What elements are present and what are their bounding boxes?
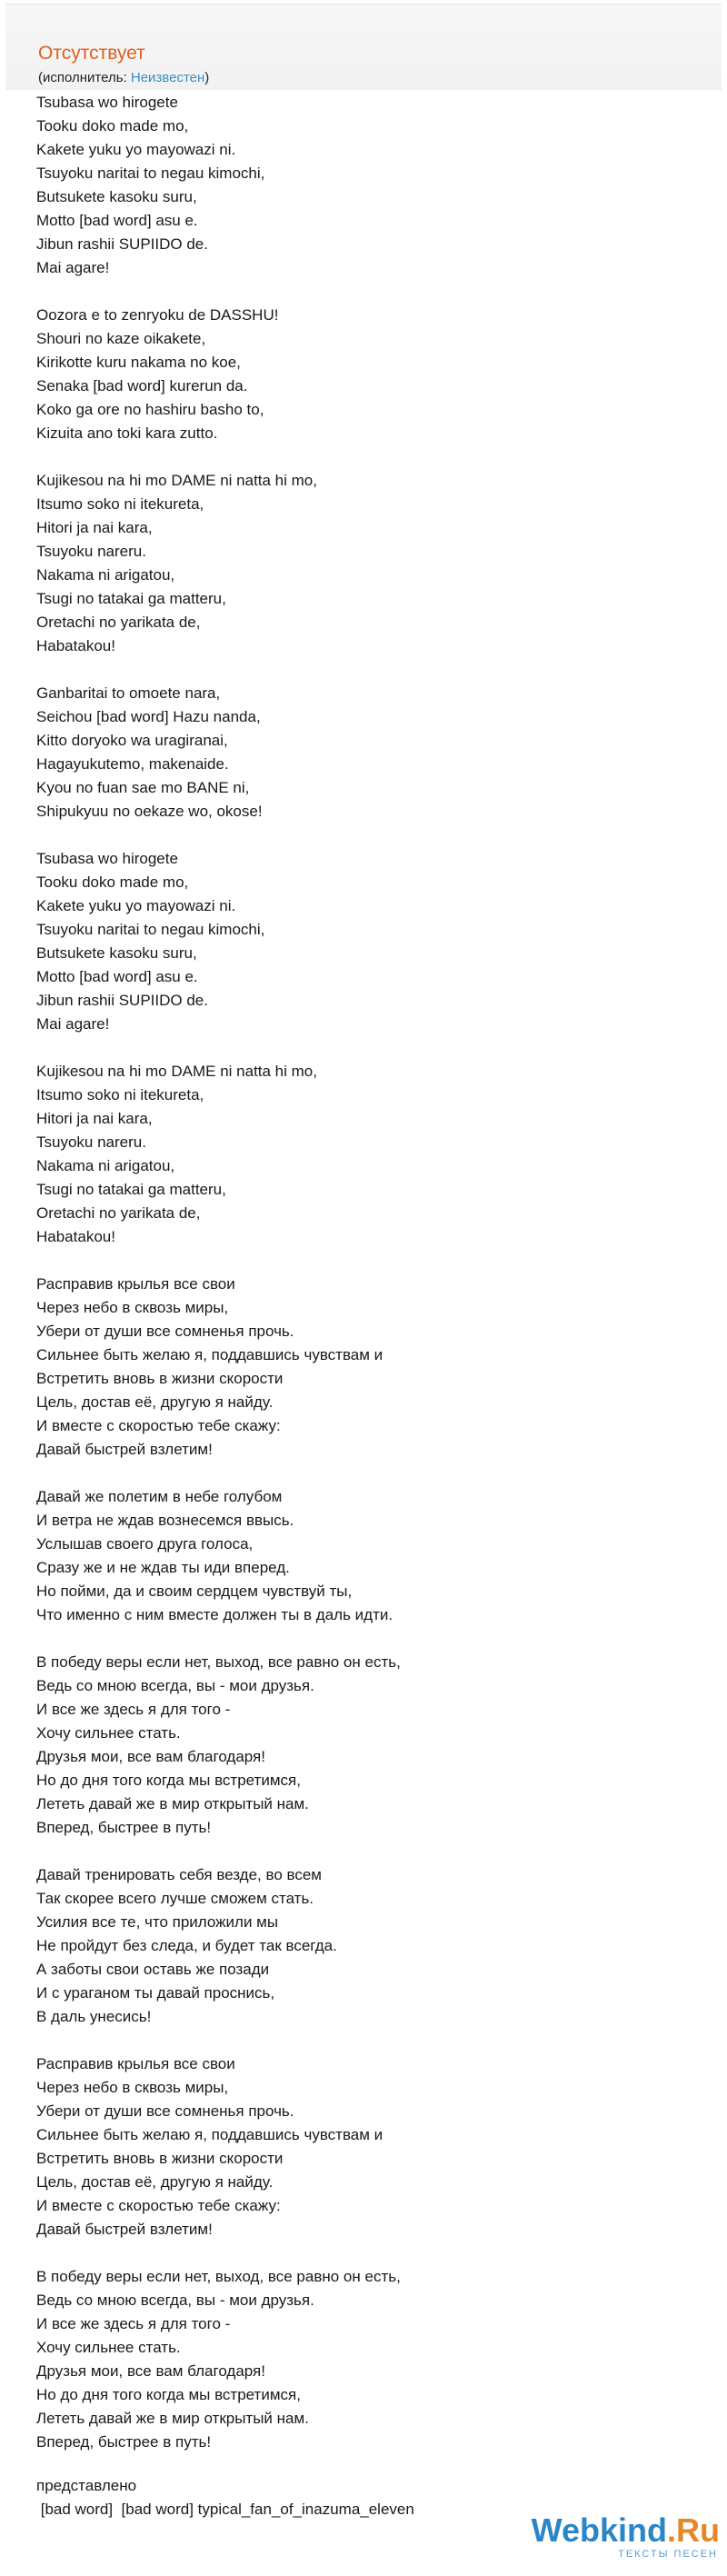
lyric-line: Tooku doko made mo, (36, 874, 189, 891)
lyric-line: Oretachi no yarikata de, (36, 1204, 201, 1222)
lyric-line: Tooku doko made mo, (36, 117, 189, 135)
lyric-line: Koko ga ore no hashiru basho to, (36, 401, 264, 418)
stanza-break (36, 445, 672, 469)
logo-web: Web (531, 2511, 600, 2549)
lyric-line: Tsuyoku nareru. (36, 1133, 146, 1151)
credits-prefix: [bad word] [bad word] (36, 2501, 198, 2518)
lyric-line: Друзья мои, все вам благодаря! (36, 1748, 265, 1765)
credits-username[interactable]: typical_fan_of_inazuma_eleven (197, 2501, 414, 2518)
lyric-line: Давай тренировать себя везде, во всем (36, 1866, 322, 1883)
lyric-line: Butsukete kasoku suru, (36, 188, 197, 205)
lyric-line: Что именно с ним вместе должен ты в даль идти. (36, 1606, 393, 1623)
lyric-line: Сильнее быть желаю я, поддавшись чувствам и (36, 1346, 383, 1363)
lyric-line: Tsuyoku nareru. (36, 543, 146, 560)
lyric-line: Расправив крылья все свои (36, 1275, 235, 1293)
lyric-line: Itsumo soko ni itekureta, (36, 1086, 204, 1103)
stanza-break (36, 1249, 672, 1273)
lyric-line: Услышав своего друга голоса, (36, 1535, 254, 1553)
credits-line (36, 2498, 414, 2521)
lyric-line: Не пройдут без следа, и будет так всегда. (36, 1937, 337, 1954)
lyric-line: Лететь давай же в мир открытый нам. (36, 1795, 309, 1812)
lyric-line: Itsumo soko ni itekureta, (36, 495, 204, 513)
lyric-line: Убери от души все сомненья прочь. (36, 1323, 294, 1340)
lyric-line: Давай быстрей взлетим! (36, 2221, 213, 2238)
lyric-line: Seichou [bad word] Hazu nanda, (36, 708, 261, 725)
lyric-line: Tsugi no tatakai ga matteru, (36, 590, 226, 607)
stanza-break (36, 1462, 672, 1485)
lyric-line: Хочу сильнее стать. (36, 2339, 181, 2356)
logo-ru: .Ru (667, 2511, 720, 2549)
lyric-line: Tsugi no tatakai ga matteru, (36, 1181, 226, 1198)
lyric-line: Tsubasa wo hirogete (36, 94, 178, 111)
lyric-line: Kakete yuku yo mayowazi ni. (36, 897, 236, 914)
stanza-break (36, 658, 672, 682)
lyric-line: Цель, достав её, другую я найду. (36, 1393, 274, 1411)
lyric-line: Kujikesou na hi mo DAME ni natta hi mo, (36, 1063, 317, 1080)
lyric-line: Через небо в сквозь миры, (36, 1299, 229, 1316)
stanza-break (36, 1036, 672, 1060)
lyric-line: Ведь со мною всегда, вы - мои друзья. (36, 1677, 314, 1694)
lyric-line: Ведь со мною всегда, вы - мои друзья. (36, 2291, 314, 2309)
lyric-line: Друзья мои, все вам благодаря! (36, 2362, 265, 2380)
lyric-line: В победу веры если нет, выход, все равно он есть, (36, 2268, 401, 2285)
artist-link[interactable]: Неизвестен (130, 70, 205, 85)
lyric-line: Kirikotte kuru nakama no koe, (36, 354, 241, 371)
lyric-line: Но до дня того когда мы встретимся, (36, 1772, 301, 1789)
lyric-line: Hitori ja nai kara, (36, 519, 153, 536)
lyric-line: Kyou no fuan sae mo BANE ni, (36, 779, 250, 796)
lyric-line: Mai agare! (36, 1015, 110, 1033)
lyric-line: Усилия все те, что приложили мы (36, 1913, 279, 1931)
lyric-line: Shipukyuu no oekaze wo, okose! (36, 803, 263, 820)
lyric-line: И все же здесь я для того - (36, 2315, 231, 2332)
lyric-line: Senaka [bad word] kurerun da. (36, 377, 248, 394)
lyric-line: Kizuita ano toki kara zutto. (36, 424, 218, 442)
song-header (5, 4, 722, 90)
credits (36, 2474, 414, 2521)
lyric-line: И вместе с скоростью тебе скажу: (36, 1417, 281, 1434)
lyric-line: Habatakou! (36, 637, 115, 654)
lyric-line: Встретить вновь в жизни скорости (36, 2150, 284, 2167)
lyric-line: Hagayukutemo, makenaide. (36, 755, 229, 773)
lyric-line: Oozora e to zenryoku de DASSHU! (36, 306, 279, 324)
lyric-line: И вместе с скоростью тебе скажу: (36, 2197, 281, 2214)
artist-prefix: (исполнитель: (38, 70, 131, 85)
lyric-line: Hitori ja nai kara, (36, 1110, 153, 1127)
lyric-line: Shouri no kaze oikakete, (36, 330, 206, 347)
lyric-line: Ganbaritai to omoete nara, (36, 684, 221, 702)
lyric-line: В победу веры если нет, выход, все равно он есть, (36, 1653, 401, 1671)
lyric-line: Butsukete kasoku suru, (36, 944, 197, 962)
lyric-line: Вперед, быстрее в путь! (36, 2433, 212, 2451)
lyric-line: Но пойми, да и своим сердцем чувствуй ты, (36, 1583, 353, 1600)
lyric-line: Лететь давай же в мир открытый нам. (36, 2410, 309, 2427)
stanza-break (36, 2242, 672, 2265)
lyric-line: А заботы свои оставь же позади (36, 1961, 270, 1978)
lyric-line: И все же здесь я для того - (36, 1701, 231, 1718)
stanza-break (36, 824, 672, 847)
logo-wordmark (532, 2512, 720, 2549)
lyric-line: И с ураганом ты давай проснись, (36, 1984, 275, 2002)
lyric-line: Но до дня того когда мы встретимся, (36, 2386, 301, 2403)
lyric-line: Jibun rashii SUPIIDO de. (36, 235, 208, 253)
lyric-line: Давай быстрей взлетим! (36, 1441, 213, 1458)
lyric-line: Kakete yuku yo mayowazi ni. (36, 141, 236, 158)
lyric-line: Встретить вновь в жизни скорости (36, 1370, 284, 1387)
lyric-line: Mai agare! (36, 259, 110, 276)
lyric-line: Расправив крылья все свои (36, 2055, 235, 2072)
lyric-line: Kujikesou na hi mo DAME ni natta hi mo, (36, 472, 317, 489)
lyric-line: Motto [bad word] asu e. (36, 968, 198, 985)
lyric-line: Nakama ni arigatou, (36, 1157, 175, 1174)
song-title: Отсутствует (38, 43, 145, 64)
logo-kind: kind (599, 2511, 667, 2549)
lyric-line: Сильнее быть желаю я, поддавшись чувствам и (36, 2126, 383, 2143)
lyric-line: Убери от души все сомненья прочь. (36, 2102, 294, 2120)
lyric-line: Tsuyoku naritai to negau kimochi, (36, 921, 265, 938)
logo-tagline: ТЕКСТЫ ПЕСЕН (618, 2549, 718, 2560)
lyric-line: Сразу же и не ждав ты иди вперед. (36, 1559, 290, 1576)
lyric-line: Tsubasa wo hirogete (36, 850, 178, 867)
lyric-line: Jibun rashii SUPIIDO de. (36, 992, 208, 1009)
lyric-line: И ветра не ждав вознесемся ввысь. (36, 1512, 294, 1529)
artist-suffix: ) (204, 70, 210, 85)
stanza-break (36, 1840, 672, 1863)
lyric-line: Kitto doryoko wa uragiranai, (36, 732, 228, 749)
stanza-break (36, 280, 672, 304)
lyric-line: Habatakou! (36, 1228, 115, 1245)
lyric-line: Давай же полетим в небе голубом (36, 1488, 283, 1505)
webkind-logo[interactable] (511, 2512, 720, 2563)
lyric-line: Nakama ni arigatou, (36, 566, 175, 584)
lyrics-text (36, 91, 672, 2454)
lyric-line: Цель, достав её, другую я найду. (36, 2173, 274, 2191)
lyric-line: Tsuyoku naritai to negau kimochi, (36, 165, 265, 182)
lyric-line: Через небо в сквозь миры, (36, 2079, 229, 2096)
lyric-line: Хочу сильнее стать. (36, 1724, 181, 1742)
artist-line (38, 70, 209, 86)
lyric-line: Так скорее всего лучше сможем стать. (36, 1890, 314, 1907)
lyric-line: Motto [bad word] asu e. (36, 212, 198, 229)
lyric-line: В даль унесись! (36, 2008, 152, 2025)
stanza-break (36, 1627, 672, 1651)
credits-label: представлено (36, 2477, 137, 2494)
lyric-line: Вперед, быстрее в путь! (36, 1819, 212, 1836)
lyric-line: Oretachi no yarikata de, (36, 614, 201, 631)
stanza-break (36, 2029, 672, 2052)
